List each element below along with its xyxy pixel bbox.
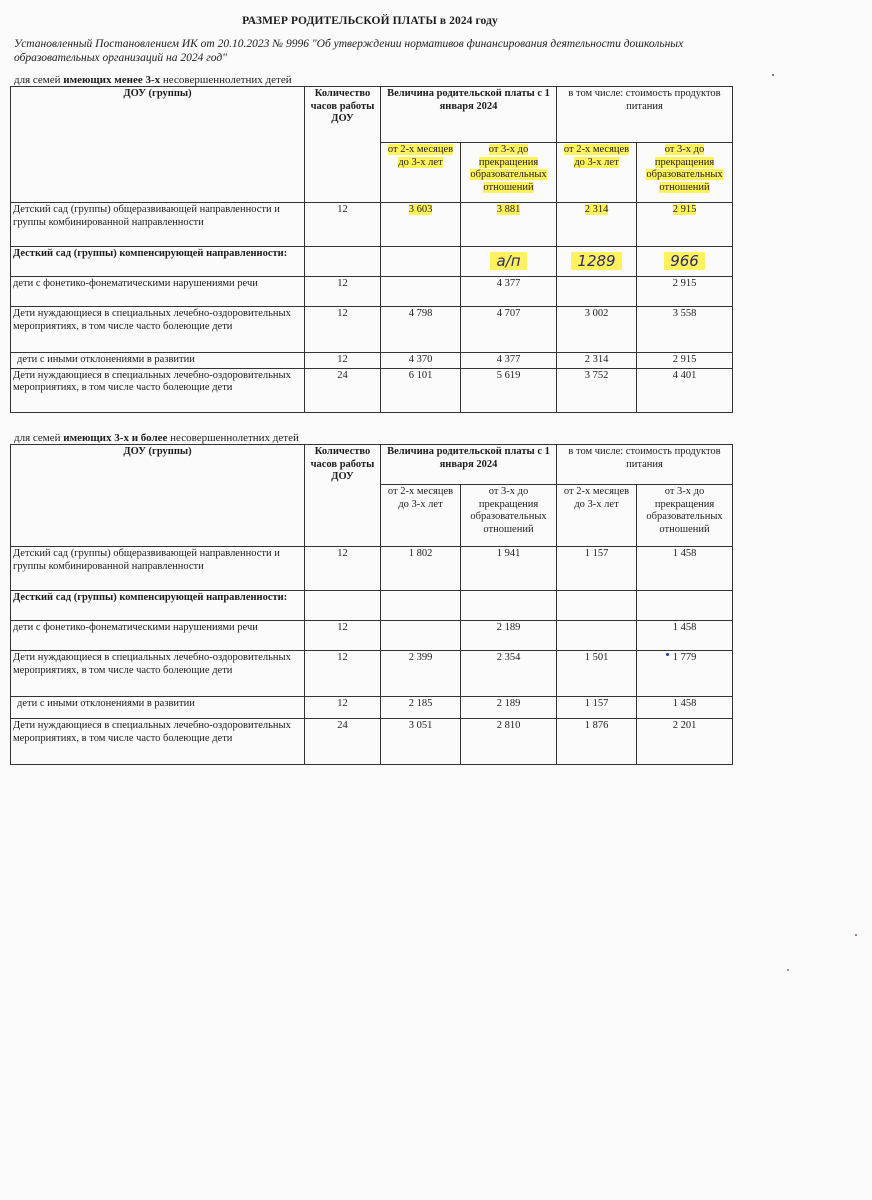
row-value — [381, 277, 461, 307]
handwritten-value — [461, 247, 557, 277]
section2-caption — [14, 432, 299, 444]
row-value: 1 157 — [557, 697, 637, 719]
header-fee-age2 — [461, 143, 557, 203]
header-fee-age2: от 3-х до прекращения образовательных отношений — [461, 485, 557, 547]
section1-caption — [14, 74, 292, 86]
header-fee: Величина родительской платы с 1 января 2024 — [381, 87, 557, 143]
row-value: 1 802 — [381, 547, 461, 591]
scan-speck — [787, 969, 789, 971]
table-row — [11, 547, 733, 591]
row-hours: 12 — [305, 697, 381, 719]
header-fee-age1: от 2-х месяцев до 3-х лет — [381, 485, 461, 547]
header-fee-age2-text: от 3-х до прекращения образовательных отношений — [470, 144, 547, 193]
section2-caption-pre: для семей — [14, 432, 64, 444]
header-food-age2: от 3-х до прекращения образовательных отношений — [637, 485, 733, 547]
row-value: 1 876 — [557, 719, 637, 765]
handwritten-text: 1289 — [571, 252, 621, 270]
row-value — [637, 203, 733, 247]
section1-caption-bold: имеющих менее 3-х — [63, 74, 161, 86]
row-name: дети с иными отклонениями в развитии — [11, 353, 305, 369]
scan-speck — [772, 74, 774, 76]
header-dou: ДОУ (группы) — [11, 87, 305, 203]
document-title: РАЗМЕР РОДИТЕЛЬСКОЙ ПЛАТЫ в 2024 году — [242, 15, 498, 27]
row-value: 3 051 — [381, 719, 461, 765]
row-value: 1 941 — [461, 547, 557, 591]
row-hours: 12 — [305, 621, 381, 651]
row-value: 2 354 — [461, 651, 557, 697]
row-value: 2 201 — [637, 719, 733, 765]
row-value: 2 314 — [557, 353, 637, 369]
table-row — [11, 719, 733, 765]
row-value — [557, 621, 637, 651]
row-hours — [305, 247, 381, 277]
table-row — [11, 353, 733, 369]
row-name: дети с иными отклонениями в развитии — [11, 697, 305, 719]
table-row — [11, 591, 733, 621]
header-fee-age1 — [381, 143, 461, 203]
table-row — [11, 203, 733, 247]
row-value — [557, 277, 637, 307]
row-value: 6 101 — [381, 368, 461, 412]
header-food-age2 — [637, 143, 733, 203]
row-value-text: 3 881 — [496, 204, 521, 215]
ink-dot — [666, 653, 669, 656]
row-value: 5 619 — [461, 368, 557, 412]
row-name: дети с фонетико-фонематическими нарушениями речи — [11, 277, 305, 307]
table-row — [11, 368, 733, 412]
row-name: дети с фонетико-фонематическими нарушениями речи — [11, 621, 305, 651]
row-value: 1 779 — [637, 651, 733, 697]
scan-speck — [855, 934, 857, 936]
row-hours: 12 — [305, 203, 381, 247]
section2-caption-post: несовершеннолетних детей — [167, 432, 299, 444]
row-value — [381, 621, 461, 651]
row-name: Десткий сад (группы) компенсирующей направленности: — [11, 247, 305, 277]
section1-caption-pre: для семей — [14, 74, 64, 86]
row-value — [557, 203, 637, 247]
document-subtitle: Установленный Постановлением ИК от 20.10.2023 № 9996 "Об утверждении нормативов финансирования деятельности дошкольных образовательных организаций на 2024 год" — [14, 38, 684, 64]
row-hours: 24 — [305, 719, 381, 765]
row-value: 4 377 — [461, 277, 557, 307]
row-value: 2 810 — [461, 719, 557, 765]
row-value: 2 189 — [461, 621, 557, 651]
row-value — [461, 203, 557, 247]
row-value — [557, 591, 637, 621]
section2-caption-bold: имеющих 3-х и более — [63, 432, 168, 444]
row-value: 3 558 — [637, 307, 733, 353]
header-food: в том числе: стоимость продуктов питания — [557, 87, 733, 143]
table-row — [11, 621, 733, 651]
row-hours: 12 — [305, 353, 381, 369]
row-value: 4 707 — [461, 307, 557, 353]
row-value: 1 458 — [637, 621, 733, 651]
row-value: 2 185 — [381, 697, 461, 719]
row-value: 1 458 — [637, 547, 733, 591]
row-value: 4 377 — [461, 353, 557, 369]
row-hours: 24 — [305, 368, 381, 412]
row-value — [381, 247, 461, 277]
header-food-age1: от 2-х месяцев до 3-х лет — [557, 485, 637, 547]
header-hours: Количество часов работы ДОУ — [305, 87, 381, 203]
row-name: Детский сад (группы) общеразвивающей направленности и группы комбинированной направленности — [11, 547, 305, 591]
row-name: Дети нуждающиеся в специальных лечебно-оздоровительных мероприятиях, в том числе часто болеющие дети — [11, 368, 305, 412]
row-name: Детский сад (группы) общеразвивающей направленности и группы комбинированной направленности — [11, 203, 305, 247]
row-value: 4 370 — [381, 353, 461, 369]
header-hours: Количество часов работы ДОУ — [305, 445, 381, 547]
row-name: Дети нуждающиеся в специальных лечебно-оздоровительных мероприятиях, в том числе часто болеющие дети — [11, 307, 305, 353]
handwritten-value — [637, 247, 733, 277]
row-value: 4 798 — [381, 307, 461, 353]
row-hours: 12 — [305, 651, 381, 697]
row-value: 2 399 — [381, 651, 461, 697]
row-value: 1 157 — [557, 547, 637, 591]
row-value: 1 458 — [637, 697, 733, 719]
header-food-age1 — [557, 143, 637, 203]
fee-table-1 — [10, 86, 733, 413]
row-value-text: 2 915 — [672, 204, 697, 215]
row-hours: 12 — [305, 277, 381, 307]
row-value — [381, 591, 461, 621]
fee-table-2 — [10, 444, 733, 765]
row-value — [381, 203, 461, 247]
row-value: 3 002 — [557, 307, 637, 353]
table-row — [11, 247, 733, 277]
row-value: 1 501 — [557, 651, 637, 697]
header-fee: Величина родительской платы с 1 января 2024 — [381, 445, 557, 485]
header-food: в том числе: стоимость продуктов питания — [557, 445, 733, 485]
row-value-text: 2 314 — [584, 204, 609, 215]
section1-caption-post: несовершеннолетних детей — [160, 74, 292, 86]
row-name: Десткий сад (группы) компенсирующей направленности: — [11, 591, 305, 621]
row-name: Дети нуждающиеся в специальных лечебно-оздоровительных мероприятиях, в том числе часто болеющие дети — [11, 719, 305, 765]
row-value — [461, 591, 557, 621]
header-food-age1-text: от 2-х месяцев до 3-х лет — [563, 144, 630, 168]
table-row — [11, 277, 733, 307]
header-food-age2-text: от 3-х до прекращения образовательных отношений — [646, 144, 723, 193]
row-hours: 12 — [305, 547, 381, 591]
table-row — [11, 651, 733, 697]
row-value — [637, 591, 733, 621]
row-name: Дети нуждающиеся в специальных лечебно-оздоровительных мероприятиях, в том числе часто болеющие дети — [11, 651, 305, 697]
row-value: 4 401 — [637, 368, 733, 412]
row-hours: 12 — [305, 307, 381, 353]
table-row — [11, 307, 733, 353]
header-fee-age1-text: от 2-х месяцев до 3-х лет — [387, 144, 454, 168]
table-row — [11, 697, 733, 719]
row-value-text: 3 603 — [408, 204, 433, 215]
handwritten-value — [557, 247, 637, 277]
row-value: 2 915 — [637, 277, 733, 307]
row-value: 3 752 — [557, 368, 637, 412]
row-value: 2 915 — [637, 353, 733, 369]
handwritten-text: а/п — [490, 252, 526, 270]
header-dou: ДОУ (группы) — [11, 445, 305, 547]
handwritten-text: 966 — [664, 252, 705, 270]
row-hours — [305, 591, 381, 621]
row-value: 2 189 — [461, 697, 557, 719]
